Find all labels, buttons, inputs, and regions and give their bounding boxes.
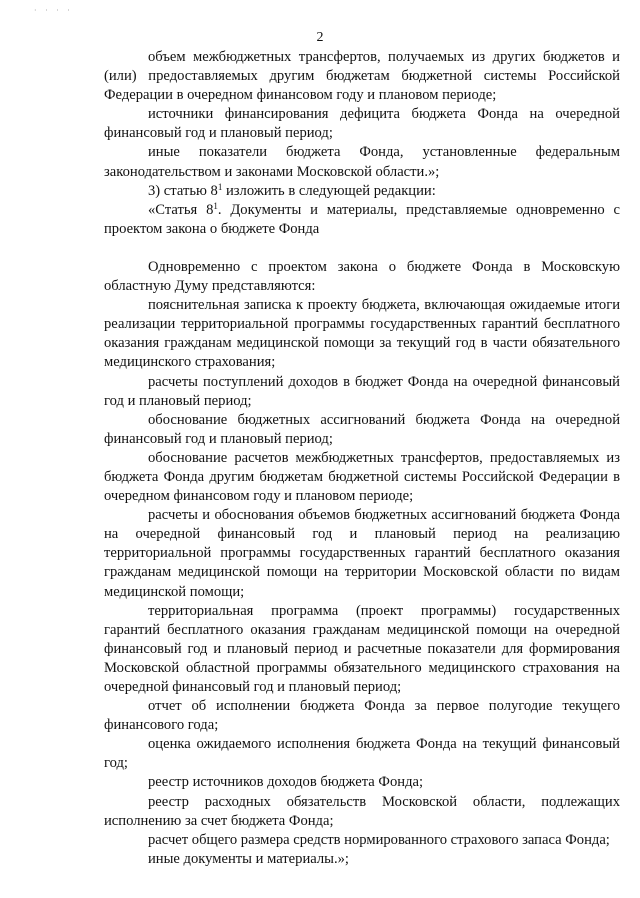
item3-text: 3) статью 8 bbox=[148, 182, 218, 199]
article-heading-superscript: 1 bbox=[213, 200, 218, 211]
list-item-half-year-report: отчет об исполнении бюджета Фонда за первое полугодие текущего финансового года; bbox=[104, 698, 620, 734]
list-item-territorial-program: территориальная программа (проект программы) государственных гарантий бесплатного оказания гражданам медицинской помощи на очередной финансовый год и плановый период и расчетные показатели для формирования Московской областной программы обязательного медицинского страхования на очередной финансовый год и плановый период; bbox=[104, 602, 620, 695]
list-item-other-documents: иные документы и материалы.»; bbox=[148, 850, 349, 867]
paragraph-item-3 bbox=[104, 182, 620, 201]
item3-superscript: 1 bbox=[217, 181, 223, 192]
list-item-insurance-reserve: расчет общего размера средств нормированного страхового запаса Фонда; bbox=[148, 831, 610, 848]
list-item-allocation-justification: обоснование бюджетных ассигнований бюджета Фонда на очередной финансовый год и плановый период; bbox=[104, 411, 620, 447]
scan-artifact: · · · · bbox=[34, 6, 73, 15]
paragraph-intro: Одновременно с проектом закона о бюджете Фонда в Московскую областную Думу представляются: bbox=[104, 258, 620, 295]
list-item-revenue-calculations: расчеты поступлений доходов в бюджет Фонда на очередной финансовый год и плановый период; bbox=[104, 373, 620, 409]
page-number: 2 bbox=[316, 30, 324, 45]
list-item-transfer-calculations: обоснование расчетов межбюджетных трансфертов, предоставляемых из бюджета Фонда другим бюджетам бюджетной системы Российской Федерации в очередном финансовом году и плановом периоде; bbox=[104, 449, 620, 505]
article-heading-text-end: . Документы и материалы, представляемые одновременно с проектом закона о бюджете Фонда bbox=[104, 201, 621, 237]
list-item-allocation-volumes: расчеты и обоснования объемов бюджетных ассигнований бюджета Фонда на очередной финансовый год и плановый период на реализацию территориальной программы государственных гарантий бесплатного оказания гражданам медицинской помощи на территории Московской области по видам медицинской помощи; bbox=[104, 507, 620, 600]
list-item-explanatory-note: пояснительная записка к проекту бюджета, включающая ожидаемые итоги реализации территориальной программы государственных гарантий бесплатного оказания гражданам медицинской помощи за текущий год в части обязательного медицинского страхования; bbox=[104, 297, 620, 371]
document-body bbox=[104, 48, 620, 869]
paragraph-other-indicators: иные показатели бюджета Фонда, установленные федеральным законодательством и законами Московской области.»; bbox=[104, 144, 620, 180]
list-item-expected-execution: оценка ожидаемого исполнения бюджета Фонда на текущий финансовый год; bbox=[104, 736, 620, 772]
article-heading bbox=[104, 201, 620, 239]
list-item-revenue-registry: реестр источников доходов бюджета Фонда; bbox=[148, 774, 424, 791]
paragraph-deficit-sources: источники финансирования дефицита бюджета Фонда на очередной финансовый год и плановый период; bbox=[104, 106, 620, 142]
item3-text-end: изложить в следующей редакции: bbox=[222, 182, 436, 199]
list-item-obligations-registry: реестр расходных обязательств Московской области, подлежащих исполнению за счет бюджета Фонда; bbox=[104, 793, 620, 829]
paragraph-interbudget-transfers: объем межбюджетных трансфертов, получаемых из других бюджетов и (или) предоставляемых другим бюджетам бюджетной системы Российской Федерации в очередном финансовом году и плановом периоде; bbox=[104, 49, 620, 104]
article-heading-text: «Статья 8 bbox=[148, 201, 214, 218]
